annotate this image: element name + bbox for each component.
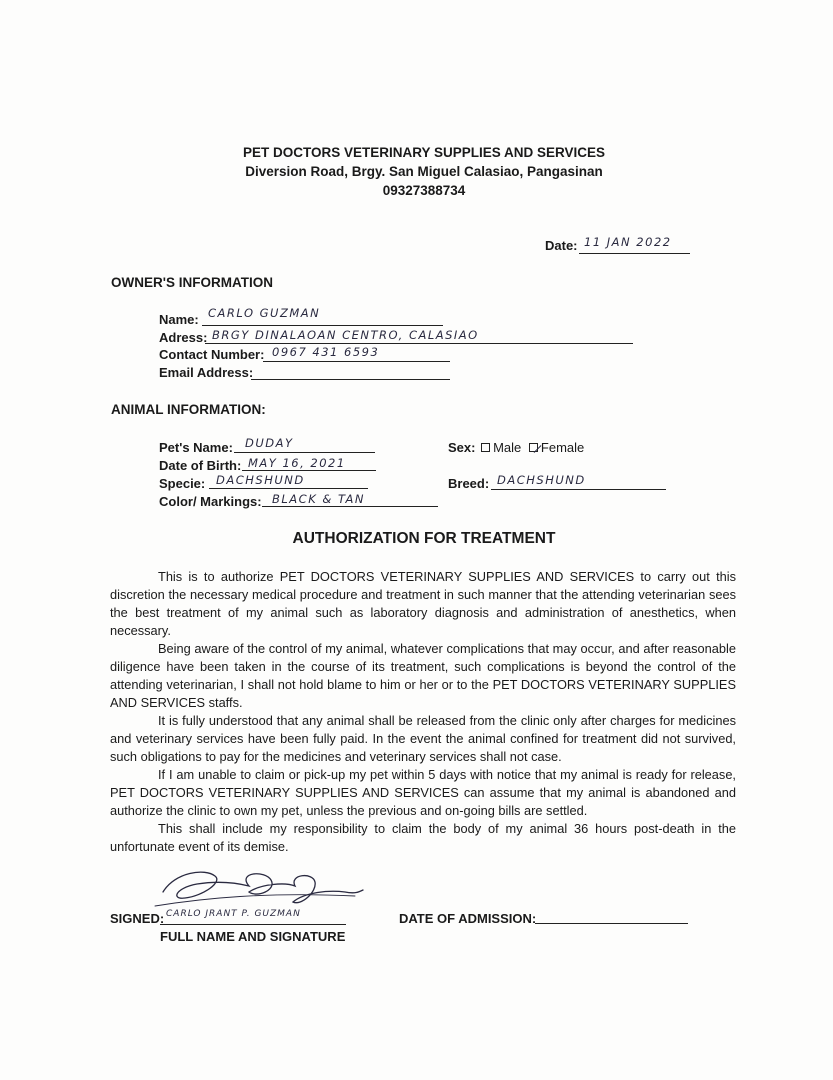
animal-section-title: ANIMAL INFORMATION: [111,402,266,417]
breed-line [491,489,666,490]
male-option-label: Male [493,440,522,455]
owner-email-line [251,379,450,380]
owner-section-title: OWNER'S INFORMATION [111,275,273,290]
owner-contact-value[interactable]: 0967 431 6593 [272,345,380,359]
admission-line [535,923,688,924]
dob-label: Date of Birth: [159,458,242,473]
clinic-phone: 09327388734 [382,183,466,198]
signed-line [160,924,346,925]
clinic-address: Diversion Road, Brgy. San Miguel Calasiao, Pangasinan [245,164,603,179]
breed-label: Breed: [448,476,490,491]
signed-value[interactable]: CARLO JRANT P. GUZMAN [166,909,301,919]
dob-value[interactable]: MAY 16, 2021 [248,456,346,470]
owner-contact-line [263,361,450,362]
authorization-paragraph: Being aware of the control of my animal, whatever complications that may occur, and after reasonable diligence have been taken in the course of its treatment, such complications is beyond the control of the attending veterinarian, I shall not hold blame to him or her or to the PET DOCTORS VETERINARY SUPPLIES AND SERVICES staffs. [110,641,736,710]
signature-scribble [145,862,375,914]
female-option-label: Female [540,440,585,455]
signed-label: SIGNED: [110,911,165,926]
pet-name-label: Pet's Name: [159,440,233,455]
owner-email-label: Email Address: [159,365,254,380]
date-line [579,253,690,254]
specie-label: Specie: [159,476,206,491]
owner-name-value[interactable]: CARLO GUZMAN [208,306,321,320]
color-label: Color/ Markings: [159,494,262,509]
authorization-paragraph: If I am unable to claim or pick-up my pet within 5 days with notice that my animal is ready for release, PET DOCTORS VETERINARY SUPPLIES AND SERVICES can assume that my animal is abandoned and authorize the clinic to own my pet, unless the previous and on-going bills are settled. [110,767,736,818]
pet-name-value[interactable]: DUDAY [245,436,294,450]
authorization-body [110,568,736,856]
authorization-paragraph: This shall include my responsibility to claim the body of my animal 36 hours post-death in the unfortunate event of its demise. [110,821,736,854]
owner-address-line [205,343,633,344]
owner-contact-label: Contact Number: [159,347,265,362]
owner-name-line [202,325,443,326]
sex-field [448,440,584,455]
color-value[interactable]: BLACK & TAN [272,492,365,506]
authorization-title: AUTHORIZATION FOR TREATMENT [292,530,556,547]
owner-address-value[interactable]: BRGY DINALAOAN CENTRO, CALASIAO [212,328,479,342]
female-checkbox[interactable] [529,443,538,452]
admission-label: DATE OF ADMISSION: [399,911,537,926]
authorization-paragraph: This is to authorize PET DOCTORS VETERINARY SUPPLIES AND SERVICES to carry out this discretion the necessary medical procedure and treatment in such manner that the attending veterinarian sees the best treatment of my animal such as laboratory diagnosis and administration of anesthetics, when necessary. [110,569,736,638]
color-line [262,506,438,507]
specie-value[interactable]: DACHSHUND [216,473,305,487]
breed-value[interactable]: DACHSHUND [497,473,586,487]
owner-name-label: Name: [159,312,199,327]
male-checkbox[interactable] [481,443,490,452]
specie-line [209,488,368,489]
pet-name-line [234,452,375,453]
date-value[interactable]: 11 JAN 2022 [584,235,672,249]
clinic-name: PET DOCTORS VETERINARY SUPPLIES AND SERVICES [242,145,606,160]
dob-line [242,470,376,471]
authorization-paragraph: It is fully understood that any animal shall be released from the clinic only after charges for medicines and veterinary services have been fully paid. In the event the animal confined for treatment did not survived, such obligations to pay for the medicines and veterinary services shall not case. [110,713,736,764]
signature-caption: FULL NAME AND SIGNATURE [160,929,346,944]
date-label: Date: [545,238,578,253]
owner-address-label: Adress: [159,330,208,345]
sex-label: Sex: [448,440,476,455]
